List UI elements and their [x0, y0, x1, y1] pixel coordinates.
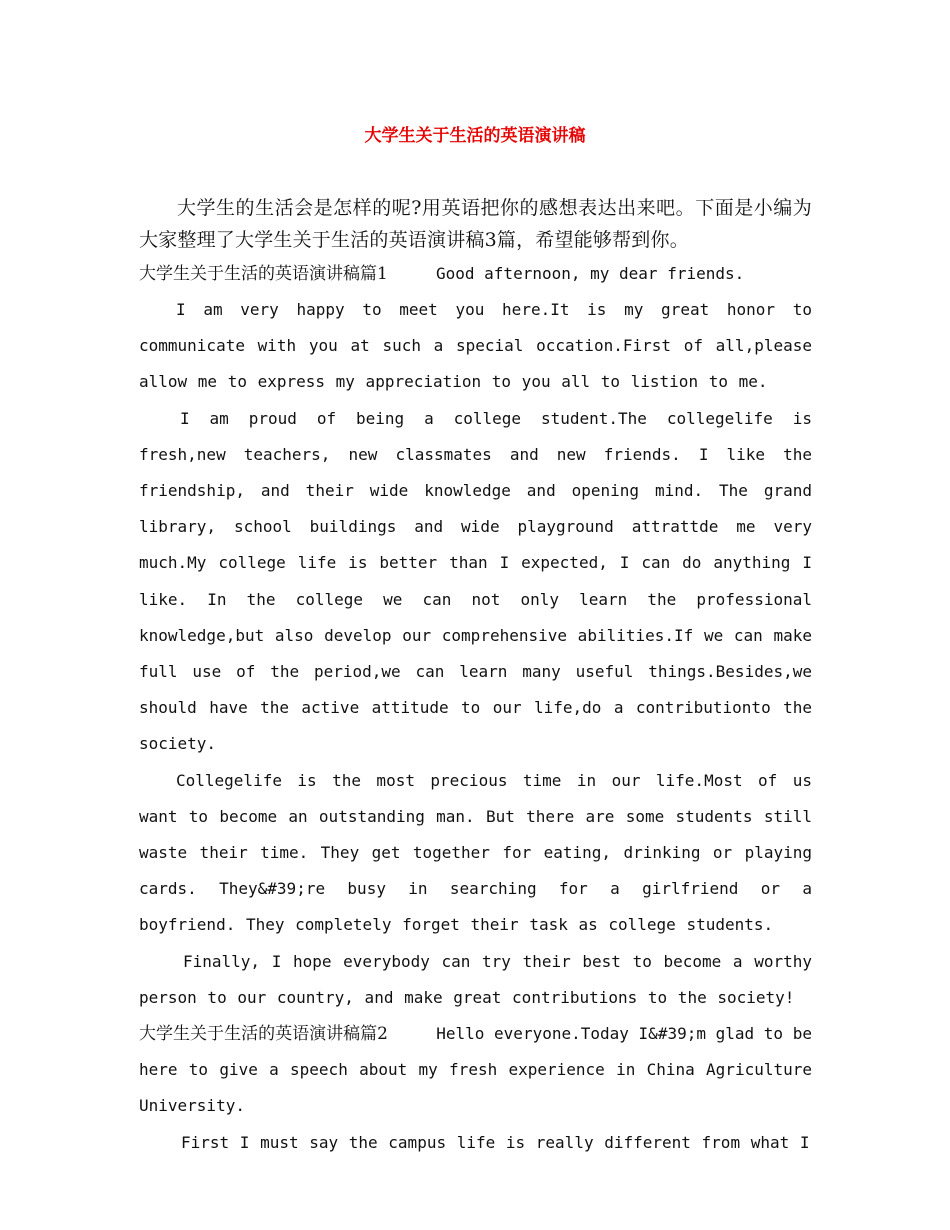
- section-1-paragraph: Finally, I hope everybody can try their best to become a worthy person to our country, and make great contributions to the society!: [139, 951, 812, 1007]
- section-1-paragraph: I am very happy to meet you here.It is my great honor to communicate with you at such a special occation.First of all,please allow me to express my appreciation to you all to listion to me.: [139, 300, 812, 392]
- section-1-heading-line: [139, 256, 812, 292]
- section-1-opening: Good afternoon, my dear friends.: [436, 264, 745, 283]
- section-2-paragraph: First I must say the campus life is really different from what I: [181, 1132, 810, 1152]
- section-2-opening: Hello everyone.Today I&#39;m glad to be here to give a speech about my fresh experience in China Agriculture University.: [139, 1024, 812, 1116]
- document-title: 大学生关于生活的英语演讲稿: [364, 126, 586, 146]
- section-1-paragraph: I am proud of being a college student.The collegelife is fresh,new teachers, new classmates and new friends. I like the friendship, and their wide knowledge and opening mind. The grand library, school buildings and wide playground attrattde me very much.My college life is better than I expected, I can do anything I like. In the college we can not only learn the professional knowledge,but also develop our comprehensive abilities.If we can make full use of the period,we can learn many useful things.Besides,we should have the active attitude to our life,do a contributionto the society.: [139, 408, 812, 754]
- document-body: [139, 192, 812, 1161]
- section-2-heading: 大学生关于生活的英语演讲稿篇2: [139, 1024, 388, 1045]
- section-1-paragraph: Collegelife is the most precious time in our life.Most of us want to become an outstanding man. But there are some students still waste their time. They get together for eating, drinking or playing cards. They&#39;re busy in searching for a girlfriend or a boyfriend. They completely forget their task as college students.: [139, 770, 812, 935]
- section-2-heading-line: [139, 1016, 812, 1125]
- section-1-heading: 大学生关于生活的英语演讲稿篇1: [139, 264, 388, 284]
- intro-paragraph: 大学生的生活会是怎样的呢?用英语把你的感想表达出来吧。下面是小编为大家整理了大学生关于生活的英语演讲稿3篇，希望能够帮到你。: [139, 197, 812, 251]
